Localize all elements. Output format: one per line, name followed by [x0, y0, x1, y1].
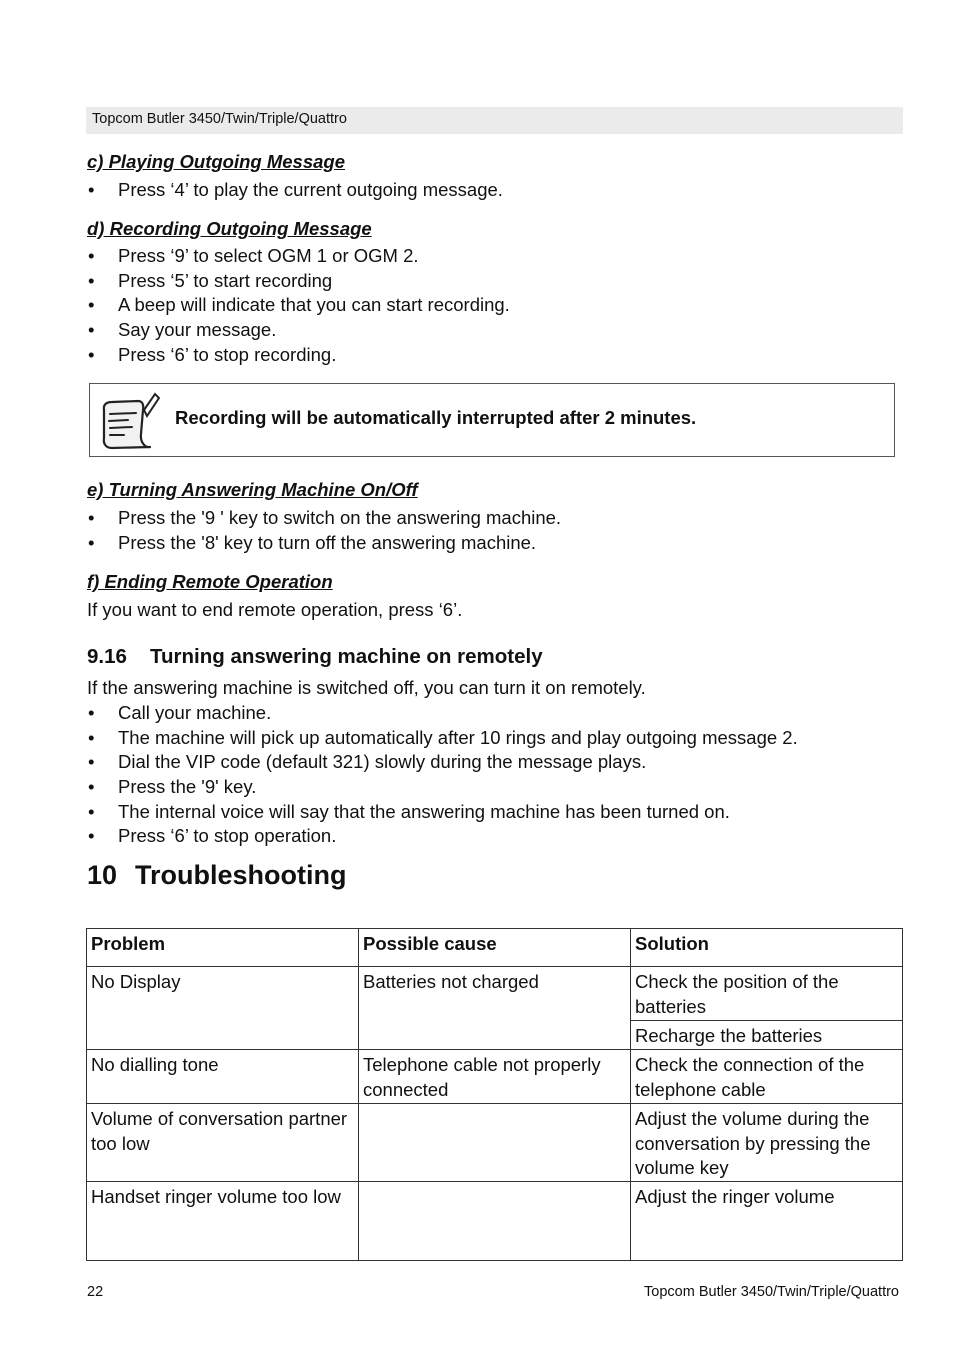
solution-cell: Check the position of the batteries [631, 967, 903, 1021]
note-box [89, 383, 895, 457]
section-c-title: c) Playing Outgoing Message [87, 151, 346, 172]
section-e-list [87, 506, 561, 555]
section-c-list [87, 178, 503, 203]
list-item: • Dial the VIP code (default 321) slowly during the message plays. [87, 750, 798, 775]
list-item: • The machine will pick up automatically after 10 rings and play outgoing message 2. [87, 726, 798, 751]
table-row [87, 1182, 903, 1261]
section-title: Turning answering machine on remotely [150, 645, 543, 668]
section-d-title: d) Recording Outgoing Message [87, 218, 372, 239]
solution-cell: Adjust the volume during the conversation by pressing the volume key [631, 1104, 903, 1182]
section-10-heading [87, 860, 346, 891]
list-item: • Press ‘9’ to select OGM 1 or OGM 2. [87, 244, 510, 269]
problem-cell: Volume of conversation partner too low [87, 1104, 359, 1182]
problem-cell: Handset ringer volume too low [87, 1182, 359, 1261]
solution-cell: Adjust the ringer volume [631, 1182, 903, 1261]
footer-title: Topcom Butler 3450/Twin/Triple/Quattro [644, 1284, 899, 1300]
list-item: • Press the '9 ' key to switch on the answering machine. [87, 506, 561, 531]
section-916-intro: If the answering machine is switched off, you can turn it on remotely. [87, 677, 646, 698]
column-header: Problem [87, 929, 359, 967]
section-f-text: If you want to end remote operation, press ‘6’. [87, 599, 463, 620]
section-916-heading [87, 645, 543, 669]
section-number: 9.16 [87, 645, 127, 668]
table-row [87, 1104, 903, 1182]
list-item: • A beep will indicate that you can start recording. [87, 293, 510, 318]
list-item: • Say your message. [87, 318, 510, 343]
solution-cell: Recharge the batteries [631, 1021, 903, 1050]
section-916-list [87, 701, 798, 849]
page-header [86, 107, 903, 134]
solution-cell: Check the connection of the telephone cable [631, 1050, 903, 1104]
list-item: • The internal voice will say that the answering machine has been turned on. [87, 800, 798, 825]
problem-cell: No Display [87, 967, 359, 1050]
list-item: • Press ‘6’ to stop operation. [87, 824, 798, 849]
table-header-row [87, 929, 903, 967]
section-title: Troubleshooting [135, 860, 347, 890]
cause-cell [359, 1182, 631, 1261]
column-header: Possible cause [359, 929, 631, 967]
section-f-title: f) Ending Remote Operation [87, 571, 333, 592]
list-item: • Press ‘6’ to stop recording. [87, 343, 510, 368]
list-item: • Press ‘5’ to start recording [87, 269, 510, 294]
cause-cell [359, 1104, 631, 1182]
list-item: • Press the '8' key to turn off the answering machine. [87, 531, 561, 556]
page-number: 22 [87, 1284, 104, 1300]
troubleshooting-table [86, 928, 903, 1261]
list-item: • Press ‘4’ to play the current outgoing message. [87, 178, 503, 203]
note-pencil-icon [98, 390, 160, 452]
problem-cell: No dialling tone [87, 1050, 359, 1104]
cause-cell: Batteries not charged [359, 967, 631, 1050]
cause-cell: Telephone cable not properly connected [359, 1050, 631, 1104]
section-e-title: e) Turning Answering Machine On/Off [87, 479, 418, 500]
note-text: Recording will be automatically interrupted after 2 minutes. [175, 407, 697, 428]
table-row [87, 1050, 903, 1104]
list-item: • Press the '9' key. [87, 775, 798, 800]
table-row [87, 967, 903, 1021]
column-header: Solution [631, 929, 903, 967]
list-item: • Call your machine. [87, 701, 798, 726]
header-title: Topcom Butler 3450/Twin/Triple/Quattro [92, 111, 347, 127]
section-d-list [87, 244, 510, 367]
section-number: 10 [87, 860, 118, 890]
